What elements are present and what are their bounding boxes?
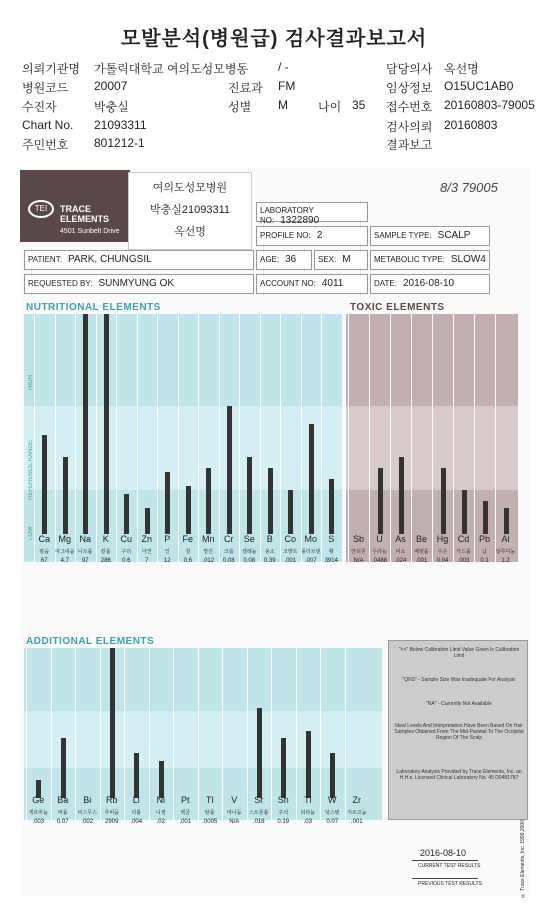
- element-symbol: B: [266, 534, 273, 544]
- report-title: 모발분석(병원급) 검사결과보고서: [120, 28, 428, 50]
- element-value: 0.39: [263, 558, 276, 564]
- dept-label: 진료과: [228, 81, 263, 95]
- element-bar-u: [378, 468, 383, 534]
- element-value: 286: [100, 558, 111, 564]
- result-label: 결과보고: [386, 138, 433, 152]
- sample-type-field: SAMPLE TYPE: SCALP: [370, 226, 490, 246]
- element-bar-cu: [124, 494, 129, 534]
- element-korean-name: 백금: [180, 810, 191, 816]
- patient-value: 박충실: [94, 100, 129, 114]
- element-column: [321, 314, 322, 562]
- sex-value: M: [278, 98, 288, 112]
- element-korean-name: 지르코늄: [347, 810, 367, 816]
- age-label: 나이: [318, 100, 342, 114]
- element-symbol: Sn: [277, 795, 289, 805]
- element-korean-name: 탈륨: [204, 810, 215, 816]
- element-symbol: Pt: [180, 795, 190, 805]
- element-bar-li: [134, 753, 139, 798]
- element-korean-name: 코발트: [283, 549, 298, 555]
- element-symbol: Al: [501, 534, 510, 544]
- element-bar-w: [330, 753, 335, 798]
- element-value: .02: [156, 819, 165, 825]
- current-test-label: CURRENT TEST RESULTS: [418, 863, 481, 869]
- element-column: [137, 314, 138, 562]
- element-bar-ca: [42, 435, 47, 534]
- element-symbol: Cr: [224, 534, 234, 544]
- element-symbol: Mn: [201, 534, 215, 544]
- element-column: [198, 314, 199, 562]
- reference-range-band: [24, 406, 342, 490]
- element-bar-zn: [145, 508, 150, 534]
- note-text: "NA" - Currently Not Available: [426, 701, 492, 707]
- dept-value: FM: [278, 79, 296, 93]
- element-symbol: Ti: [304, 795, 312, 805]
- element-symbol: Zn: [141, 534, 152, 544]
- tei-logo-icon: TEI: [28, 200, 54, 218]
- sticker-doctor: 옥선명: [174, 226, 206, 238]
- element-value: .002: [81, 819, 94, 825]
- element-column: [474, 314, 475, 562]
- element-value: .018: [252, 819, 265, 825]
- element-symbol: Ge: [32, 795, 45, 805]
- element-symbol: V: [231, 795, 238, 805]
- element-symbol: Li: [132, 795, 140, 805]
- element-bar-co: [288, 490, 293, 534]
- element-bar-sn: [281, 738, 286, 798]
- account-field: ACCOUNT NO: 4011: [256, 274, 368, 294]
- element-korean-name: 비소: [395, 549, 406, 555]
- hospital-code-label: 병원코드: [22, 81, 69, 95]
- institution-label: 의뢰기관명: [22, 62, 80, 76]
- clinical-label: 임상정보: [386, 81, 433, 95]
- nutritional-high-label: HIGH: [28, 375, 34, 390]
- element-column: [390, 314, 391, 562]
- profile-no-field: PROFILE NO: 2: [256, 226, 368, 246]
- element-korean-name: 아연: [141, 549, 152, 555]
- element-value: .004: [130, 819, 143, 825]
- element-korean-name: 텅스텐: [325, 810, 340, 816]
- element-bar-b: [268, 468, 273, 534]
- element-value: 3914: [324, 558, 338, 564]
- element-column: [75, 314, 76, 562]
- element-symbol: U: [376, 534, 383, 544]
- handwritten-note: 8/3 79005: [440, 180, 498, 195]
- element-value: 0.6: [183, 558, 192, 564]
- element-symbol: Ca: [38, 534, 50, 544]
- element-value: 0.6: [122, 558, 131, 564]
- element-column: [301, 314, 302, 562]
- element-value: 0.07: [326, 819, 339, 825]
- element-bar-ba: [61, 738, 66, 798]
- element-symbol: Sr: [254, 795, 264, 805]
- chart-label: Chart No.: [22, 118, 74, 132]
- date-field: DATE: 2016-08-10: [370, 274, 490, 294]
- element-korean-name: 납: [482, 549, 487, 555]
- metabolic-field: METABOLIC TYPE: SLOW4: [370, 250, 490, 270]
- element-bar-sr: [257, 708, 262, 798]
- element-column: [219, 314, 220, 562]
- sex-label: 성별: [228, 100, 252, 114]
- element-value: 7: [145, 558, 149, 564]
- nutritional-title: NUTRITIONAL ELEMENTS: [26, 302, 161, 313]
- toxic-chart: [346, 314, 518, 562]
- element-symbol: W: [328, 795, 337, 805]
- element-korean-name: 티타늄: [300, 810, 315, 816]
- element-bar-cr: [227, 406, 232, 534]
- note-text: "QNS" - Sample Size Was Inadequate For Analysis: [402, 677, 516, 683]
- element-korean-name: 안티몬: [351, 549, 366, 555]
- element-column: [34, 314, 35, 562]
- element-column: [280, 314, 281, 562]
- element-bar-hg: [441, 468, 446, 534]
- element-value: .003: [457, 558, 470, 564]
- element-value: .001: [179, 819, 192, 825]
- element-korean-name: 철: [185, 549, 191, 555]
- element-symbol: S: [328, 534, 335, 544]
- element-column: [96, 314, 97, 562]
- lab-no-field: LABORATORY NO: 1322890: [256, 202, 368, 222]
- receipt-value: 20160803-79005: [444, 98, 535, 112]
- element-value: .03: [303, 819, 312, 825]
- element-symbol: Hg: [436, 534, 449, 544]
- nutritional-ref-label: REFERENCE RANGE: [28, 439, 34, 500]
- element-symbol: Mg: [58, 534, 71, 544]
- element-value: .007: [304, 558, 317, 564]
- sticker-hospital: 여의도성모병원: [152, 182, 228, 194]
- chart-value: 21093311: [94, 118, 147, 132]
- element-korean-name: 나트륨: [78, 549, 93, 555]
- element-value: 12: [163, 558, 171, 564]
- element-value: .001: [415, 558, 428, 564]
- institution-value: 가톨릭대학교 여의도성모병동: [94, 62, 249, 76]
- element-korean-name: 크롬: [223, 549, 234, 555]
- element-korean-name: 구리: [121, 549, 132, 555]
- current-line: [412, 860, 478, 861]
- element-bar-k: [104, 314, 109, 534]
- request-value: 20160803: [444, 118, 498, 132]
- element-bar-ni: [159, 761, 164, 799]
- element-korean-name: 니켈: [155, 810, 166, 816]
- element-value: N/A: [353, 558, 364, 564]
- element-korean-name: 셀레늄: [242, 549, 257, 555]
- element-bar-al: [504, 508, 509, 534]
- element-symbol: Bi: [83, 795, 92, 805]
- element-korean-name: 주석: [278, 810, 289, 816]
- institution-extra: / -: [278, 60, 289, 74]
- element-symbol: As: [395, 534, 406, 544]
- element-bar-se: [247, 457, 252, 534]
- element-column: [432, 314, 433, 562]
- element-bar-as: [399, 457, 404, 534]
- previous-test-label: PREVIOUS TEST RESULTS: [418, 881, 482, 887]
- element-bar-rb: [110, 648, 115, 798]
- request-label: 검사의뢰: [386, 120, 433, 134]
- element-column: [239, 314, 240, 562]
- element-column: [116, 314, 117, 562]
- element-symbol: Se: [243, 534, 255, 544]
- element-bar-p: [165, 472, 170, 534]
- element-value: .003: [32, 819, 45, 825]
- element-value: 0.08: [243, 558, 256, 564]
- element-symbol: Tl: [206, 795, 214, 805]
- element-korean-name: 수은: [437, 549, 448, 555]
- element-bar-ti: [306, 731, 311, 799]
- element-value: 4.7: [60, 558, 69, 564]
- element-bar-mn: [206, 468, 211, 534]
- element-korean-name: 카드뮴: [456, 549, 471, 555]
- element-column: [369, 314, 370, 562]
- element-column: [495, 314, 496, 562]
- element-korean-name: 알루미늄: [495, 549, 516, 555]
- hospital-code-value: 20007: [94, 79, 128, 93]
- doctor-value: 옥선명: [444, 62, 479, 76]
- note-text: Laboratory Analysis Provided by Trace Elements, Inc. an H.H.s. Licensed Clinical Laboratory No. 45 D0481787: [396, 769, 522, 781]
- element-korean-name: 리튬: [131, 810, 142, 816]
- logo-text: TRACE ELEMENTS: [60, 204, 110, 224]
- element-bar-mo: [309, 424, 314, 534]
- element-value: 1.2: [501, 558, 510, 564]
- element-value: 67: [40, 558, 48, 564]
- element-value: 0.19: [277, 819, 290, 825]
- element-korean-name: 인: [164, 549, 170, 555]
- element-symbol: Co: [284, 534, 296, 544]
- element-value: .001: [284, 558, 297, 564]
- previous-line: [412, 878, 478, 879]
- element-korean-name: 베릴륨: [414, 549, 429, 555]
- element-korean-name: 스트론튬: [249, 810, 269, 816]
- element-symbol: Mo: [304, 534, 317, 544]
- notes-box: [388, 640, 528, 820]
- doctor-label: 담당의사: [386, 62, 433, 76]
- element-korean-name: 바륨: [57, 810, 68, 816]
- element-value: .024: [394, 558, 407, 564]
- element-value: 0.04: [436, 558, 449, 564]
- element-column: [178, 314, 179, 562]
- element-korean-name: 붕소: [264, 549, 275, 555]
- additional-title: ADDITIONAL ELEMENTS: [26, 636, 155, 647]
- logo-address: 4501 Sunbelt Drive: [60, 228, 120, 235]
- rrn-label: 주민번호: [22, 138, 69, 152]
- element-symbol: P: [164, 534, 171, 544]
- note-text: Ideal Levels And Interpretation Have Been Based On Hair Samples Obtained From The Mid-Parietal To The Occipital Region Of The Scalp: [394, 723, 524, 741]
- element-symbol: Ba: [57, 795, 69, 805]
- element-value: .012: [202, 558, 215, 564]
- element-korean-name: 루비듐: [104, 810, 119, 816]
- patient-field: PATIENT: PARK, CHUNGSIL: [24, 250, 254, 270]
- element-symbol: Cd: [457, 534, 470, 544]
- element-value: 0.08: [222, 558, 235, 564]
- element-symbol: Na: [79, 534, 91, 544]
- element-column: [348, 314, 349, 562]
- nutritional-low-label: LOW: [28, 526, 34, 540]
- patient-sticker: [128, 172, 252, 250]
- clinical-value: O15UC1AB0: [444, 79, 514, 93]
- sticker-patient-id: 박충실21093311: [149, 204, 230, 216]
- element-bar-s: [329, 479, 334, 534]
- element-korean-name: 비스무스: [77, 810, 97, 816]
- patient-label: 수진자: [22, 100, 57, 114]
- element-column: [453, 314, 454, 562]
- element-korean-name: 칼슘: [39, 549, 50, 555]
- element-value: N/A: [229, 819, 240, 825]
- element-symbol: Pb: [478, 534, 490, 544]
- element-symbol: Be: [415, 534, 427, 544]
- element-korean-name: 망간: [203, 549, 214, 555]
- toxic-title: TOXIC ELEMENTS: [350, 302, 445, 313]
- receipt-label: 접수번호: [386, 100, 433, 114]
- element-korean-name: 바나듐: [227, 810, 242, 816]
- element-symbol: Ni: [156, 795, 165, 805]
- element-value: 0.07: [56, 819, 69, 825]
- element-bar-na: [83, 314, 88, 534]
- element-korean-name: 황: [328, 549, 334, 555]
- element-korean-name: 마그네슘: [55, 549, 75, 555]
- element-korean-name: 우라늄: [372, 549, 387, 555]
- element-symbol: Sb: [352, 534, 364, 544]
- element-korean-name: 칼륨: [100, 549, 111, 555]
- element-value: 0.1: [480, 558, 489, 564]
- element-column: [55, 314, 56, 562]
- rrn-value: 801212-1: [94, 136, 145, 150]
- current-test-date: 2016-08-10: [420, 848, 467, 858]
- element-symbol: K: [102, 534, 109, 544]
- element-value: .0005: [202, 819, 218, 825]
- age-field: AGE: 36: [256, 250, 312, 270]
- element-value: 2909: [105, 819, 119, 825]
- element-bar-fe: [186, 486, 191, 534]
- note-text: "<<" Below Calibration Limit Value Given Is Calibration Limit: [398, 647, 520, 659]
- requested-field: REQUESTED BY: SUNMYUNG OK: [24, 274, 254, 294]
- element-column: [411, 314, 412, 562]
- sex-field: SEX: M: [314, 250, 368, 270]
- element-symbol: Zr: [352, 795, 361, 805]
- element-symbol: Cu: [120, 534, 132, 544]
- reference-range-band: [24, 711, 382, 768]
- element-bar-pb: [483, 501, 488, 534]
- element-column: [260, 314, 261, 562]
- element-korean-name: 게르마늄: [28, 810, 48, 816]
- element-symbol: Fe: [182, 534, 193, 544]
- copyright: © Trace Elements, Inc. 1998,2000: [520, 820, 526, 898]
- element-symbol: Rb: [105, 795, 118, 805]
- element-bar-mg: [63, 457, 68, 534]
- age-value: 35: [352, 98, 366, 112]
- nutritional-chart: [24, 314, 342, 562]
- element-value: .0488: [371, 558, 387, 564]
- element-value: 97: [81, 558, 89, 564]
- element-value: .001: [350, 819, 363, 825]
- element-column: [157, 314, 158, 562]
- element-bar-cd: [462, 490, 467, 534]
- trace-elements-logo: [20, 170, 130, 242]
- element-korean-name: 몰리브덴: [301, 549, 321, 555]
